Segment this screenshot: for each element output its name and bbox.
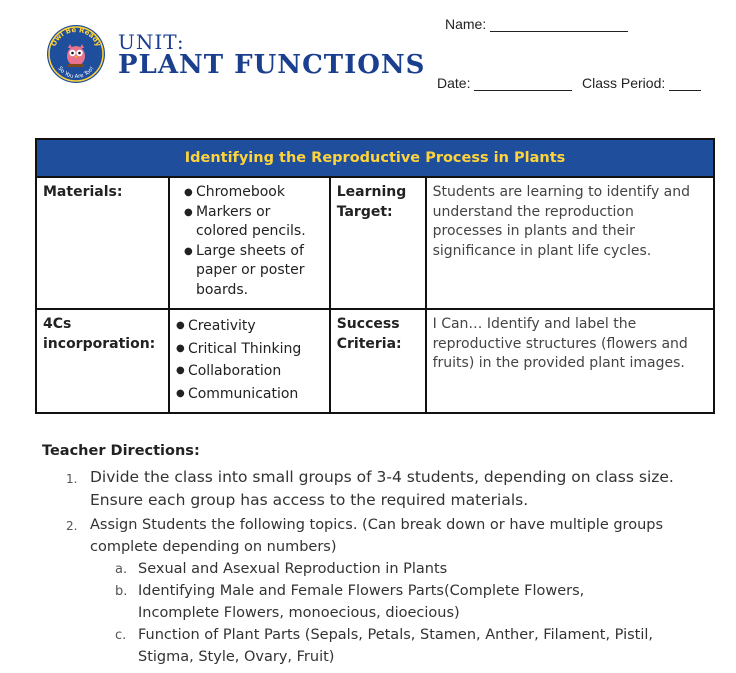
learning-target-cell: [426, 177, 714, 309]
table-banner: Identifying the Reproductive Process in Plants: [36, 139, 714, 177]
period-line[interactable]: [669, 76, 701, 91]
direction-subitem-c: [115, 624, 715, 668]
direction-number: c.: [115, 628, 127, 643]
date-field[interactable]: [437, 75, 572, 91]
period-label: Class Period:: [582, 75, 666, 91]
direction-text: Identifying Male and Female Flowers Parts(Complete Flowers, Incomplete Flowers, monoecious, dioecious): [138, 583, 585, 621]
direction-subitem-b: [115, 580, 715, 624]
fourcs-cell: [169, 309, 330, 413]
list-item: ● Collaboration: [176, 360, 323, 383]
learning-target-text: Students are learning to identify and understand the reproduction processes in plants and their significance in plant life cycles.: [432, 184, 691, 259]
list-item: ● Chromebook: [184, 183, 323, 203]
list-item: ● Communication: [176, 383, 323, 406]
materials-label-cell: [36, 177, 169, 309]
direction-text: Sexual and Asexual Reproduction in Plants: [138, 561, 448, 577]
name-label: Name:: [445, 16, 487, 32]
materials-list: [184, 183, 323, 300]
direction-number: 2.: [66, 519, 78, 533]
owl-logo-icon: [46, 24, 106, 84]
name-field[interactable]: [445, 16, 628, 32]
direction-number: 1.: [66, 472, 78, 486]
lesson-table: [35, 138, 715, 414]
success-cell: [426, 309, 714, 413]
fourcs-label-cell: [36, 309, 169, 413]
learning-target-label-cell: [330, 177, 426, 309]
materials-label: Materials:: [43, 184, 123, 200]
list-item: ● Creativity: [176, 315, 323, 338]
learning-target-label: Learning Target:: [336, 184, 407, 220]
unit-label: UNIT:: [118, 30, 185, 54]
direction-text: Function of Plant Parts (Sepals, Petals, Stamen, Anther, Filament, Pistil, Stigma, Style, Ovary, Fruit): [138, 627, 654, 665]
direction-text: Assign Students the following topics. (Can break down or have multiple groups complete depending on numbers): [90, 517, 664, 555]
direction-item-2: [66, 514, 706, 558]
list-item: ● Critical Thinking: [176, 338, 323, 361]
date-line[interactable]: [474, 76, 572, 91]
success-text: I Can… Identify and label the reproductive structures (flowers and fruits) in the provided plant images.: [432, 316, 688, 371]
period-field[interactable]: [582, 75, 701, 91]
list-item: ● Markers or colored pencils.: [184, 203, 323, 242]
list-item: ● Large sheets of paper or poster boards.: [184, 242, 323, 301]
logo-text-top: Owl Be Ready: [49, 25, 103, 48]
name-line[interactable]: [490, 17, 628, 32]
success-label-cell: [330, 309, 426, 413]
direction-subitem-a: [115, 558, 715, 580]
unit-title: PLANT FUNCTIONS: [118, 50, 426, 80]
direction-item-1: [66, 466, 706, 512]
direction-number: a.: [115, 562, 128, 577]
materials-cell: [169, 177, 330, 309]
directions-heading: Teacher Directions:: [42, 443, 200, 459]
logo-text-bottom: So You Are Too!: [56, 65, 96, 81]
fourcs-list: [176, 315, 323, 405]
direction-text: Divide the class into small groups of 3-4 students, depending on class size. Ensure each group has access to the required materials.: [90, 468, 674, 509]
success-label: Success Criteria:: [336, 316, 402, 352]
direction-number: b.: [115, 584, 128, 599]
date-label: Date:: [437, 75, 471, 91]
fourcs-label: 4Cs incorporation:: [43, 316, 156, 352]
